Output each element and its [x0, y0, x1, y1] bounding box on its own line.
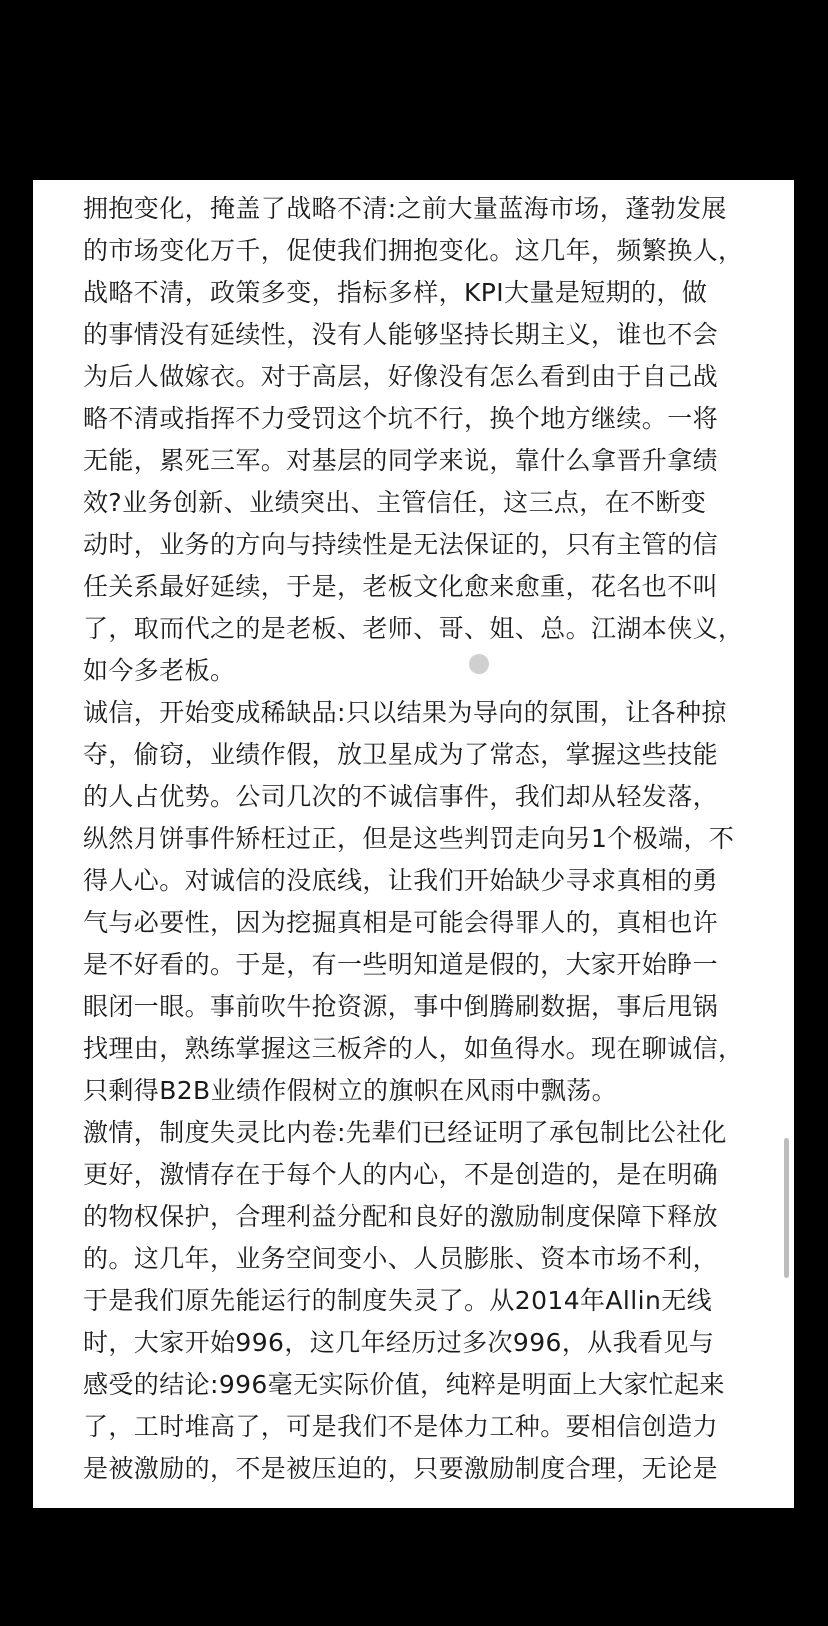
- text-line: 动时，业务的方向与持续性是无法保证的，只有主管的信: [83, 530, 719, 559]
- text-line: 的市场变化万千，促使我们拥抱变化。这几年，频繁换人，: [83, 236, 744, 265]
- text-line: 感受的结论:996毫无实际价值，纯粹是明面上大家忙起来: [83, 1370, 725, 1399]
- text-line: 了，工时堆高了，可是我们不是体力工种。要相信创造力: [83, 1412, 719, 1441]
- text-line: 了，取而代之的是老板、老师、哥、姐、总。江湖本侠义，: [83, 614, 744, 643]
- text-line: 得人心。对诚信的没底线，让我们开始缺少寻求真相的勇: [83, 866, 719, 895]
- text-line: 更好，激情存在于每个人的内心，不是创造的，是在明确: [83, 1160, 719, 1189]
- text-line: 如今多老板。: [83, 656, 236, 685]
- document-text: [83, 188, 778, 1490]
- touch-indicator-icon: [469, 654, 489, 674]
- text-line: 拥抱变化，掩盖了战略不清:之前大量蓝海市场，蓬勃发展: [83, 194, 727, 223]
- text-line: 略不清或指挥不力受罚这个坑不行，换个地方继续。一将: [83, 404, 719, 433]
- text-line: 时，大家开始996，这几年经历过多次996，从我看见与: [83, 1328, 715, 1357]
- text-line: 的物权保护，合理利益分配和良好的激励制度保障下释放: [83, 1202, 719, 1231]
- text-line: 激情，制度失灵比内卷:先辈们已经证明了承包制比公社化: [83, 1118, 727, 1147]
- text-line: 的。这几年，业务空间变小、人员膨胀、资本市场不利，: [83, 1244, 719, 1273]
- text-line: 的人占优势。公司几次的不诚信事件，我们却从轻发落，: [83, 782, 719, 811]
- text-line: 于是我们原先能运行的制度失灵了。从2014年Allin无线: [83, 1286, 713, 1315]
- text-line: 效?业务创新、业绩突出、主管信任，这三点，在不断变: [83, 488, 707, 517]
- text-line: 任关系最好延续，于是，老板文化愈来愈重，花名也不叫: [83, 572, 719, 601]
- text-line: 气与必要性，因为挖掘真相是可能会得罪人的，真相也许: [83, 908, 719, 937]
- text-line: 诚信，开始变成稀缺品:只以结果为导向的氛围，让各种掠: [83, 698, 727, 727]
- text-line: 夺，偷窃，业绩作假，放卫星成为了常态，掌握这些技能: [83, 740, 719, 769]
- text-line: 的事情没有延续性，没有人能够坚持长期主义，谁也不会: [83, 320, 719, 349]
- scrollbar-thumb[interactable]: [784, 1138, 789, 1278]
- text-line: 为后人做嫁衣。对于高层，好像没有怎么看到由于自己战: [83, 362, 719, 391]
- text-line: 无能，累死三军。对基层的同学来说，靠什么拿晋升拿绩: [83, 446, 719, 475]
- text-line: 找理由，熟练掌握这三板斧的人，如鱼得水。现在聊诚信，: [83, 1034, 744, 1063]
- text-line: 纵然月饼事件矫枉过正，但是这些判罚走向另1个极端，不: [83, 824, 735, 853]
- text-line: 眼闭一眼。事前吹牛抢资源，事中倒腾刷数据，事后甩锅: [83, 992, 719, 1021]
- text-line: 战略不清，政策多变，指标多样，KPI大量是短期的，做: [83, 278, 708, 307]
- text-line: 是被激励的，不是被压迫的，只要激励制度合理，无论是: [83, 1454, 719, 1483]
- text-line: 只剩得B2B业绩作假树立的旗帜在风雨中飘荡。: [83, 1076, 618, 1105]
- document-page: [33, 180, 794, 1508]
- text-line: 是不好看的。于是，有一些明知道是假的，大家开始睁一: [83, 950, 719, 979]
